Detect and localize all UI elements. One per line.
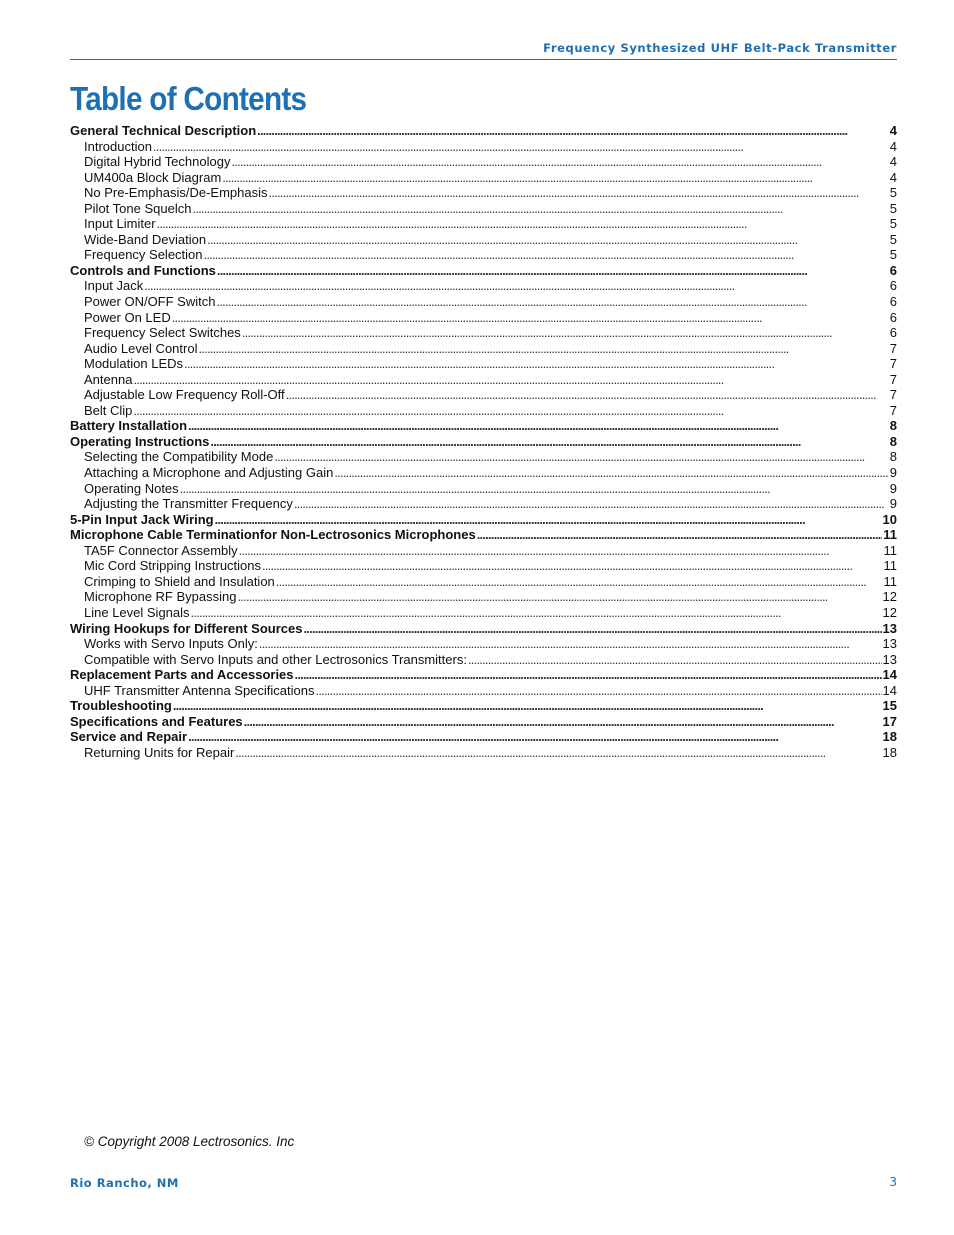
- toc-subsection-entry[interactable]: [70, 325, 897, 341]
- toc-section-entry[interactable]: [70, 667, 897, 683]
- toc-dot-leader: [239, 543, 883, 559]
- toc-entry-label: Antenna: [84, 371, 133, 387]
- toc-section-entry[interactable]: [70, 698, 897, 714]
- toc-subsection-entry[interactable]: [70, 310, 897, 326]
- toc-entry-label: Digital Hybrid Technology: [84, 154, 231, 170]
- toc-entry-page: 8: [889, 433, 897, 449]
- toc-entry-label: Operating Notes: [84, 480, 179, 496]
- toc-subsection-entry[interactable]: [70, 605, 897, 621]
- toc-section-entry[interactable]: [70, 512, 897, 528]
- toc-entry-page: 5: [889, 247, 897, 263]
- toc-dot-leader: [192, 201, 888, 217]
- toc-entry-label: UM400a Block Diagram: [84, 169, 222, 185]
- toc-entry-label: Works with Servo Inputs Only:: [84, 636, 258, 652]
- toc-entry-page: 13: [882, 620, 897, 636]
- toc-entry-page: 13: [882, 651, 897, 667]
- toc-entry-page: 11: [883, 558, 897, 574]
- toc-subsection-entry[interactable]: [70, 247, 897, 263]
- toc-subsection-entry[interactable]: [70, 278, 897, 294]
- toc-entry-page: 6: [889, 309, 897, 325]
- toc-entry-label: Operating Instructions: [70, 433, 210, 449]
- toc-dot-leader: [210, 434, 888, 450]
- copyright-notice: © Copyright 2008 Lectrosonics. Inc: [84, 1134, 295, 1149]
- toc-dot-leader: [244, 714, 882, 730]
- toc-entry-page: 6: [889, 262, 897, 278]
- toc-dot-leader: [222, 170, 888, 186]
- toc-entry-page: 13: [882, 636, 897, 652]
- toc-entry-label: Crimping to Shield and Insulation: [84, 573, 275, 589]
- toc-dot-leader: [188, 418, 889, 434]
- toc-entry-page: 6: [889, 325, 897, 341]
- toc-entry-page: 8: [889, 418, 897, 434]
- toc-entry-label: Wiring Hookups for Different Sources: [70, 620, 303, 636]
- toc-dot-leader: [235, 745, 881, 761]
- toc-entry-label: Frequency Selection: [84, 247, 203, 263]
- toc-subsection-entry[interactable]: [70, 356, 897, 372]
- header-rule: [70, 59, 897, 60]
- toc-entry-label: Input Limiter: [84, 216, 156, 232]
- toc-entry-label: UHF Transmitter Antenna Specifications: [84, 682, 315, 698]
- toc-entry-page: 4: [889, 169, 897, 185]
- toc-subsection-entry[interactable]: [70, 683, 897, 699]
- toc-dot-leader: [237, 589, 881, 605]
- toc-dot-leader: [231, 154, 888, 170]
- toc-section-entry[interactable]: [70, 418, 897, 434]
- toc-dot-leader: [276, 574, 883, 590]
- toc-entry-label: General Technical Description: [70, 123, 257, 138]
- toc-dot-leader: [334, 465, 888, 481]
- toc-entry-label: 5-Pin Input Jack Wiring: [70, 511, 214, 527]
- toc-subsection-entry[interactable]: [70, 403, 897, 419]
- toc-entry-page: 4: [889, 154, 897, 170]
- toc-entry-label: Compatible with Servo Inputs and other Lectrosonics Transmitters:: [84, 651, 467, 667]
- toc-subsection-entry[interactable]: [70, 496, 897, 512]
- toc-subsection-entry[interactable]: [70, 745, 897, 761]
- toc-section-entry[interactable]: [70, 123, 897, 139]
- toc-entry-label: Troubleshooting: [70, 698, 172, 714]
- toc-entry-label: Power ON/OFF Switch: [84, 294, 216, 310]
- toc-entry-page: 11: [883, 573, 897, 589]
- toc-entry-page: 6: [889, 278, 897, 294]
- toc-dot-leader: [274, 449, 888, 465]
- toc-dot-leader: [295, 667, 882, 683]
- toc-section-entry[interactable]: [70, 263, 897, 279]
- toc-entry-label: TA5F Connector Assembly: [84, 542, 238, 558]
- toc-dot-leader: [468, 652, 882, 668]
- toc-entry-page: 14: [882, 682, 897, 698]
- toc-entry-label: Audio Level Control: [84, 340, 198, 356]
- toc-entry-label: Wide-Band Deviation: [84, 231, 207, 247]
- page-title: Table of Contents: [70, 80, 307, 117]
- toc-entry-page: 12: [882, 589, 897, 605]
- toc-section-entry[interactable]: [70, 434, 897, 450]
- toc-entry-label: Introduction: [84, 138, 152, 154]
- toc-entry-label: Input Jack: [84, 278, 144, 294]
- toc-section-entry[interactable]: [70, 527, 897, 543]
- toc-entry-label: Mic Cord Stripping Instructions: [84, 558, 262, 574]
- toc-dot-leader: [215, 512, 882, 528]
- toc-entry-label: Attaching a Microphone and Adjusting Gain: [84, 465, 334, 481]
- toc-entry-label: Power On LED: [84, 309, 171, 325]
- toc-entry-label: Specifications and Features: [70, 713, 243, 729]
- toc-subsection-entry[interactable]: [70, 636, 897, 652]
- toc-subsection-entry[interactable]: [70, 294, 897, 310]
- toc-subsection-entry[interactable]: [70, 341, 897, 357]
- toc-subsection-entry[interactable]: [70, 574, 897, 590]
- toc-subsection-entry[interactable]: [70, 232, 897, 248]
- toc-section-entry[interactable]: [70, 621, 897, 637]
- toc-entry-page: 5: [889, 231, 897, 247]
- toc-subsection-entry[interactable]: [70, 201, 897, 217]
- toc-entry-page: 11: [883, 542, 897, 558]
- toc-entry-page: 4: [889, 138, 897, 154]
- toc-subsection-entry[interactable]: [70, 589, 897, 605]
- toc-dot-leader: [316, 683, 882, 699]
- toc-entry-page: 5: [889, 200, 897, 216]
- toc-entry-page: 7: [889, 402, 897, 418]
- toc-dot-leader: [262, 558, 882, 574]
- toc-subsection-entry[interactable]: [70, 387, 897, 403]
- toc-subsection-entry[interactable]: [70, 543, 897, 559]
- toc-entry-page: 12: [882, 604, 897, 620]
- toc-entry-label: Adjusting the Transmitter Frequency: [84, 496, 293, 512]
- toc-dot-leader: [259, 636, 882, 652]
- toc-dot-leader: [269, 185, 889, 201]
- toc-entry-label: Line Level Signals: [84, 604, 190, 620]
- toc-entry-page: 6: [889, 294, 897, 310]
- toc-dot-leader: [173, 698, 882, 714]
- toc-entry-label: Pilot Tone Squelch: [84, 200, 192, 216]
- toc-entry-label: Belt Clip: [84, 402, 133, 418]
- toc-dot-leader: [477, 527, 883, 543]
- toc-entry-page: 11: [883, 527, 897, 543]
- toc-entry-label: Selecting the Compatibility Mode: [84, 449, 274, 465]
- toc-dot-leader: [207, 232, 889, 248]
- toc-entry-page: 18: [882, 744, 897, 760]
- toc-subsection-entry[interactable]: [70, 372, 897, 388]
- toc-entry-label: Service and Repair: [70, 729, 188, 745]
- toc-dot-leader: [172, 310, 889, 326]
- toc-dot-leader: [191, 605, 882, 621]
- toc-entry-page: 9: [889, 496, 897, 512]
- toc-entry-label: Returning Units for Repair: [84, 744, 235, 760]
- toc-dot-leader: [133, 403, 888, 419]
- toc-entry-page: 5: [889, 216, 897, 232]
- running-header: Frequency Synthesized UHF Belt-Pack Transmitter: [543, 41, 897, 55]
- toc-entry-page: 17: [882, 713, 897, 729]
- toc-dot-leader: [198, 341, 888, 357]
- toc-subsection-entry[interactable]: [70, 185, 897, 201]
- toc-entry-label: No Pre-Emphasis/De-Emphasis: [84, 185, 268, 201]
- toc-dot-leader: [204, 247, 889, 263]
- toc-entry-page: 7: [889, 371, 897, 387]
- toc-dot-leader: [180, 481, 889, 497]
- toc-dot-leader: [184, 356, 889, 372]
- toc-entry-page: 7: [889, 356, 897, 372]
- toc-dot-leader: [294, 496, 889, 512]
- toc-entry-page: 7: [889, 387, 897, 403]
- toc-entry-label: Microphone RF Bypassing: [84, 589, 237, 605]
- toc-entry-label: Controls and Functions: [70, 262, 216, 278]
- toc-entry-page: 9: [889, 465, 897, 481]
- toc-dot-leader: [303, 621, 881, 637]
- toc-entry-page: 10: [882, 511, 897, 527]
- toc-entry-label: Modulation LEDs: [84, 356, 183, 372]
- toc-entry-label: Battery Installation: [70, 418, 188, 434]
- toc-entry-page: 4: [889, 123, 897, 138]
- page-number: 3: [889, 1175, 897, 1189]
- toc-entry-page: 15: [882, 698, 897, 714]
- toc-entry-label: Replacement Parts and Accessories: [70, 667, 294, 683]
- toc-dot-leader: [286, 387, 889, 403]
- toc-subsection-entry[interactable]: [70, 139, 897, 155]
- footer-location: Rio Rancho, NM: [70, 1176, 179, 1190]
- toc-entry-page: 8: [889, 449, 897, 465]
- toc-entry-label: Microphone Cable Terminationfor Non-Lectrosonics Microphones: [70, 527, 476, 543]
- table-of-contents: [70, 123, 897, 760]
- toc-subsection-entry[interactable]: [70, 449, 897, 465]
- toc-dot-leader: [242, 325, 889, 341]
- toc-subsection-entry[interactable]: [70, 481, 897, 497]
- toc-dot-leader: [216, 294, 888, 310]
- toc-entry-label: Adjustable Low Frequency Roll-Off: [84, 387, 285, 403]
- toc-subsection-entry[interactable]: [70, 558, 897, 574]
- toc-section-entry[interactable]: [70, 714, 897, 730]
- toc-dot-leader: [157, 216, 889, 232]
- toc-subsection-entry[interactable]: [70, 652, 897, 668]
- toc-entry-page: 9: [889, 480, 897, 496]
- toc-subsection-entry[interactable]: [70, 216, 897, 232]
- toc-subsection-entry[interactable]: [70, 170, 897, 186]
- toc-dot-leader: [257, 123, 889, 139]
- toc-dot-leader: [133, 372, 888, 388]
- toc-section-entry[interactable]: [70, 729, 897, 745]
- toc-subsection-entry[interactable]: [70, 465, 897, 481]
- toc-dot-leader: [144, 278, 889, 294]
- toc-dot-leader: [188, 729, 881, 745]
- toc-entry-page: 5: [889, 185, 897, 201]
- toc-subsection-entry[interactable]: [70, 154, 897, 170]
- toc-entry-page: 7: [889, 340, 897, 356]
- toc-entry-label: Frequency Select Switches: [84, 325, 241, 341]
- toc-dot-leader: [153, 139, 889, 155]
- toc-entry-page: 14: [882, 667, 897, 683]
- toc-entry-page: 18: [882, 729, 897, 745]
- toc-dot-leader: [217, 263, 889, 279]
